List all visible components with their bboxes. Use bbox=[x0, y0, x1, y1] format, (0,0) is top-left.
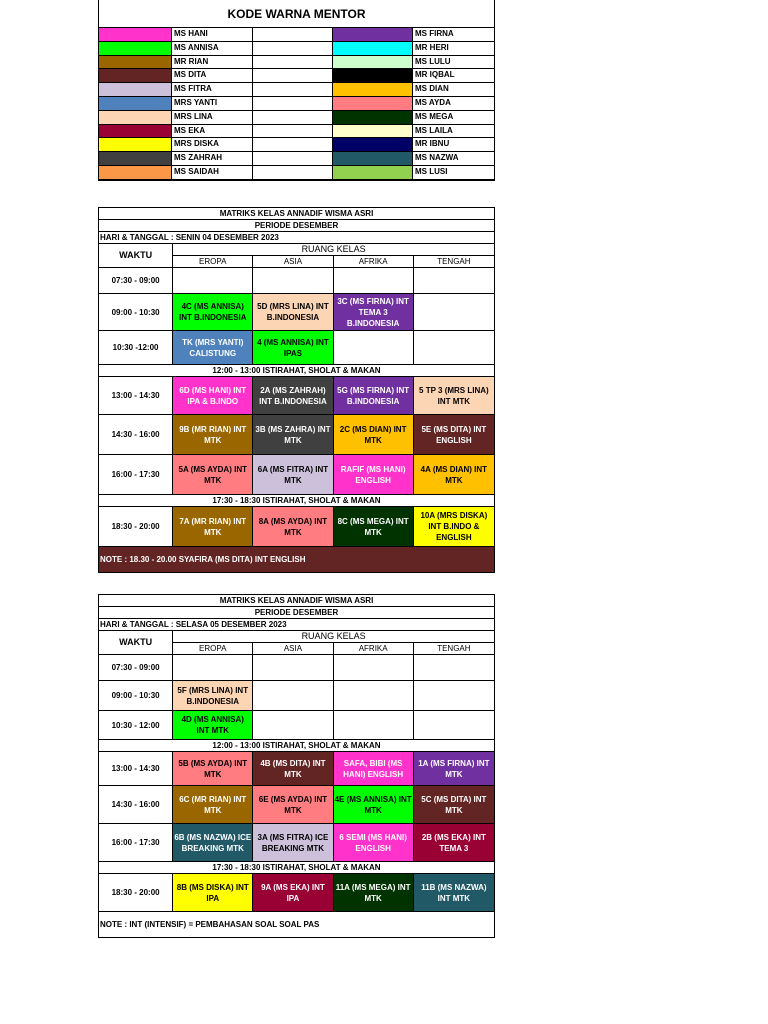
class-cell-empty bbox=[413, 655, 494, 681]
color-key-row bbox=[99, 97, 494, 111]
color-swatch bbox=[99, 69, 172, 82]
class-cell: 10A (MRS DISKA) INT B.INDO & ENGLISH bbox=[413, 507, 494, 547]
color-swatch bbox=[333, 138, 413, 151]
empty-cell bbox=[253, 97, 333, 110]
mentor-name: MS DIAN bbox=[415, 84, 449, 94]
schedule-title: MATRIKS KELAS ANNADIF WISMA ASRI bbox=[99, 595, 495, 607]
class-cell: 6 SEMI (MS HANI) ENGLISH bbox=[333, 824, 413, 862]
class-cell: 7A (MR RIAN) INT MTK bbox=[173, 507, 253, 547]
class-cell: 2A (MS ZAHRAH) INT B.INDONESIA bbox=[253, 377, 333, 415]
room-afrika: AFRIKA bbox=[333, 643, 413, 655]
class-cell: SAFA, BIBI (MS HANI) ENGLISH bbox=[333, 752, 413, 786]
class-cell-empty bbox=[253, 268, 333, 294]
class-cell-empty bbox=[333, 711, 413, 740]
room-eropa: EROPA bbox=[173, 643, 253, 655]
mentor-name: MS LAILA bbox=[415, 125, 453, 135]
class-cell: RAFIF (MS HANI) ENGLISH bbox=[333, 455, 413, 495]
time-slot: 16:00 - 17:30 bbox=[99, 824, 173, 862]
class-cell: 2B (MS EKA) INT TEMA 3 bbox=[413, 824, 494, 862]
class-cell: 5 TP 3 (MRS LINA) INT MTK bbox=[413, 377, 494, 415]
time-slot: 07:30 - 09:00 bbox=[99, 655, 173, 681]
empty-cell bbox=[253, 125, 333, 138]
mentor-name: MS LUSI bbox=[415, 167, 448, 176]
class-cell-empty bbox=[253, 711, 333, 740]
class-cell: 5E (MS DITA) INT ENGLISH bbox=[413, 415, 494, 455]
color-swatch bbox=[99, 111, 172, 124]
waktu-header: WAKTU bbox=[99, 244, 173, 268]
mentor-name: MR IQBAL bbox=[415, 70, 455, 80]
room-eropa: EROPA bbox=[173, 256, 253, 268]
class-cell-empty bbox=[413, 331, 494, 365]
mentor-name: MR RIAN bbox=[172, 56, 253, 69]
mentor-name: MS DITA bbox=[172, 69, 253, 82]
mentor-name: MRS DISKA bbox=[172, 138, 253, 151]
color-swatch bbox=[99, 28, 172, 41]
class-cell: 8A (MS AYDA) INT MTK bbox=[253, 507, 333, 547]
break-row: 17:30 - 18:30 ISTIRAHAT, SHOLAT & MAKAN bbox=[99, 862, 495, 874]
time-slot: 09:00 - 10:30 bbox=[99, 294, 173, 331]
class-cell: 6C (MR RIAN) INT MTK bbox=[173, 786, 253, 824]
mentor-name: MS AYDA bbox=[415, 98, 451, 107]
class-cell: 8C (MS MEGA) INT MTK bbox=[333, 507, 413, 547]
class-cell-empty bbox=[413, 268, 494, 294]
class-cell-empty bbox=[253, 681, 333, 711]
class-cell-empty bbox=[173, 655, 253, 681]
color-key-row bbox=[99, 152, 494, 166]
break-row: 12:00 - 13:00 ISTIRAHAT, SHOLAT & MAKAN bbox=[99, 365, 495, 377]
break-row: 12:00 - 13:00 ISTIRAHAT, SHOLAT & MAKAN bbox=[99, 740, 495, 752]
empty-cell bbox=[253, 166, 333, 179]
mentor-name: MS NAZWA bbox=[415, 153, 459, 163]
schedule-date: HARI & TANGGAL : SELASA 05 DESEMBER 2023 bbox=[99, 619, 495, 631]
mentor-name: MS SAIDAH bbox=[172, 166, 253, 179]
class-cell: 4C (MS ANNISA) INT B.INDONESIA bbox=[173, 294, 253, 331]
class-cell-empty bbox=[333, 268, 413, 294]
mentor-name: MRS YANTI bbox=[172, 97, 253, 110]
class-cell: 5G (MS FIRNA) INT B.INDONESIA bbox=[333, 377, 413, 415]
class-cell-empty bbox=[413, 681, 494, 711]
class-cell: 9A (MS EKA) INT IPA bbox=[253, 874, 333, 912]
empty-cell bbox=[253, 56, 333, 69]
color-swatch bbox=[99, 138, 172, 151]
color-swatch bbox=[99, 125, 172, 138]
color-swatch bbox=[333, 152, 413, 165]
class-cell: 3C (MS FIRNA) INT TEMA 3 B.INDONESIA bbox=[333, 294, 413, 331]
color-key-row bbox=[99, 83, 494, 97]
color-swatch bbox=[99, 56, 172, 69]
mentor-name: MS ZAHRAH bbox=[172, 152, 253, 165]
class-cell: 6B (MS NAZWA) ICE BREAKING MTK bbox=[173, 824, 253, 862]
class-cell: 5C (MS DITA) INT MTK bbox=[413, 786, 494, 824]
time-slot: 13:00 - 14:30 bbox=[99, 377, 173, 415]
empty-cell bbox=[253, 152, 333, 165]
class-cell: 4D (MS ANNISA) INT MTK bbox=[173, 711, 253, 740]
class-cell: 3B (MS ZAHRA) INT MTK bbox=[253, 415, 333, 455]
color-swatch bbox=[333, 166, 413, 179]
room-tengah: TENGAH bbox=[413, 256, 494, 268]
color-key-row bbox=[99, 125, 494, 139]
class-cell: 6D (MS HANI) INT IPA & B.INDO bbox=[173, 377, 253, 415]
mentor-name: MS MEGA bbox=[415, 111, 454, 121]
empty-cell bbox=[253, 69, 333, 82]
time-slot: 10:30 - 12:00 bbox=[99, 711, 173, 740]
class-cell-empty bbox=[333, 655, 413, 681]
schedule-date: HARI & TANGGAL : SENIN 04 DESEMBER 2023 bbox=[99, 232, 495, 244]
mentor-name: MS HANI bbox=[172, 28, 253, 41]
ruang-kelas-header: RUANG KELAS bbox=[173, 631, 495, 643]
mentor-name: MS LULU bbox=[415, 56, 451, 66]
time-slot: 16:00 - 17:30 bbox=[99, 455, 173, 495]
schedule-period: PERIODE DESEMBER bbox=[99, 220, 495, 232]
break-row: 17:30 - 18:30 ISTIRAHAT, SHOLAT & MAKAN bbox=[99, 495, 495, 507]
class-cell: 6A (MS FITRA) INT MTK bbox=[253, 455, 333, 495]
class-cell: 4E (MS ANNISA) INT MTK bbox=[333, 786, 413, 824]
color-key-row bbox=[99, 69, 494, 83]
schedule-tuesday-table bbox=[98, 594, 495, 938]
class-cell: 5F (MRS LINA) INT B.INDONESIA bbox=[173, 681, 253, 711]
waktu-header: WAKTU bbox=[99, 631, 173, 655]
time-slot: 10:30 -12:00 bbox=[99, 331, 173, 365]
schedule-note: NOTE : 18.30 - 20.00 SYAFIRA (MS DITA) INT ENGLISH bbox=[99, 547, 495, 573]
time-slot: 18:30 - 20:00 bbox=[99, 507, 173, 547]
color-key-table bbox=[98, 0, 495, 181]
color-key-row bbox=[99, 138, 494, 152]
room-afrika: AFRIKA bbox=[333, 256, 413, 268]
color-swatch bbox=[333, 83, 413, 96]
class-cell-empty bbox=[413, 294, 494, 331]
class-cell: TK (MRS YANTI) CALISTUNG bbox=[173, 331, 253, 365]
empty-cell bbox=[253, 138, 333, 151]
mentor-name: MR IBNU bbox=[415, 139, 450, 149]
ruang-kelas-header: RUANG KELAS bbox=[173, 244, 495, 256]
time-slot: 13:00 - 14:30 bbox=[99, 752, 173, 786]
room-asia: ASIA bbox=[253, 256, 333, 268]
class-cell: 8B (MS DISKA) INT IPA bbox=[173, 874, 253, 912]
color-key-row bbox=[99, 111, 494, 125]
mentor-name: MRS LINA bbox=[172, 111, 253, 124]
class-cell: 11A (MS MEGA) INT MTK bbox=[333, 874, 413, 912]
schedule-monday-table bbox=[98, 207, 495, 573]
room-tengah: TENGAH bbox=[413, 643, 494, 655]
time-slot: 07:30 - 09:00 bbox=[99, 268, 173, 294]
time-slot: 18:30 - 20:00 bbox=[99, 874, 173, 912]
color-swatch bbox=[333, 97, 413, 110]
empty-cell bbox=[253, 42, 333, 55]
class-cell-empty bbox=[173, 268, 253, 294]
color-key-title: KODE WARNA MENTOR bbox=[99, 0, 494, 28]
class-cell-empty bbox=[333, 331, 413, 365]
color-swatch bbox=[333, 125, 413, 138]
empty-cell bbox=[253, 111, 333, 124]
empty-cell bbox=[253, 28, 333, 41]
color-swatch bbox=[99, 152, 172, 165]
class-cell: 2C (MS DIAN) INT MTK bbox=[333, 415, 413, 455]
color-key-row bbox=[99, 28, 494, 42]
class-cell: 5D (MRS LINA) INT B.INDONESIA bbox=[253, 294, 333, 331]
class-cell: 5A (MS AYDA) INT MTK bbox=[173, 455, 253, 495]
color-swatch bbox=[99, 42, 172, 55]
schedule-period: PERIODE DESEMBER bbox=[99, 607, 495, 619]
color-swatch bbox=[333, 42, 413, 55]
color-swatch bbox=[333, 111, 413, 124]
color-key-row bbox=[99, 166, 494, 180]
mentor-name: MS FIRNA bbox=[415, 29, 454, 38]
class-cell: 5B (MS AYDA) INT MTK bbox=[173, 752, 253, 786]
mentor-name: MS EKA bbox=[172, 125, 253, 138]
class-cell: 1A (MS FIRNA) INT MTK bbox=[413, 752, 494, 786]
class-cell: 4B (MS DITA) INT MTK bbox=[253, 752, 333, 786]
class-cell: 6E (MS AYDA) INT MTK bbox=[253, 786, 333, 824]
mentor-name: MS ANNISA bbox=[172, 42, 253, 55]
class-cell-empty bbox=[253, 655, 333, 681]
room-asia: ASIA bbox=[253, 643, 333, 655]
class-cell: 4A (MS DIAN) INT MTK bbox=[413, 455, 494, 495]
empty-cell bbox=[253, 83, 333, 96]
class-cell-empty bbox=[413, 711, 494, 740]
time-slot: 14:30 - 16:00 bbox=[99, 415, 173, 455]
color-swatch bbox=[99, 166, 172, 179]
class-cell-empty bbox=[333, 681, 413, 711]
color-swatch bbox=[333, 69, 413, 82]
class-cell: 9B (MR RIAN) INT MTK bbox=[173, 415, 253, 455]
class-cell: 4 (MS ANNISA) INT IPAS bbox=[253, 331, 333, 365]
color-swatch bbox=[99, 97, 172, 110]
color-swatch bbox=[99, 83, 172, 96]
color-swatch bbox=[333, 56, 413, 69]
schedule-note: NOTE : INT (INTENSIF) = PEMBAHASAN SOAL SOAL PAS bbox=[99, 912, 495, 938]
schedule-title: MATRIKS KELAS ANNADIF WISMA ASRI bbox=[99, 208, 495, 220]
color-key-row bbox=[99, 42, 494, 56]
class-cell: 3A (MS FITRA) ICE BREAKING MTK bbox=[253, 824, 333, 862]
time-slot: 09:00 - 10:30 bbox=[99, 681, 173, 711]
color-key-row bbox=[99, 56, 494, 70]
time-slot: 14:30 - 16:00 bbox=[99, 786, 173, 824]
mentor-name: MR HERI bbox=[415, 42, 449, 52]
mentor-name: MS FITRA bbox=[172, 83, 253, 96]
color-swatch bbox=[333, 28, 413, 41]
class-cell: 11B (MS NAZWA) INT MTK bbox=[413, 874, 494, 912]
